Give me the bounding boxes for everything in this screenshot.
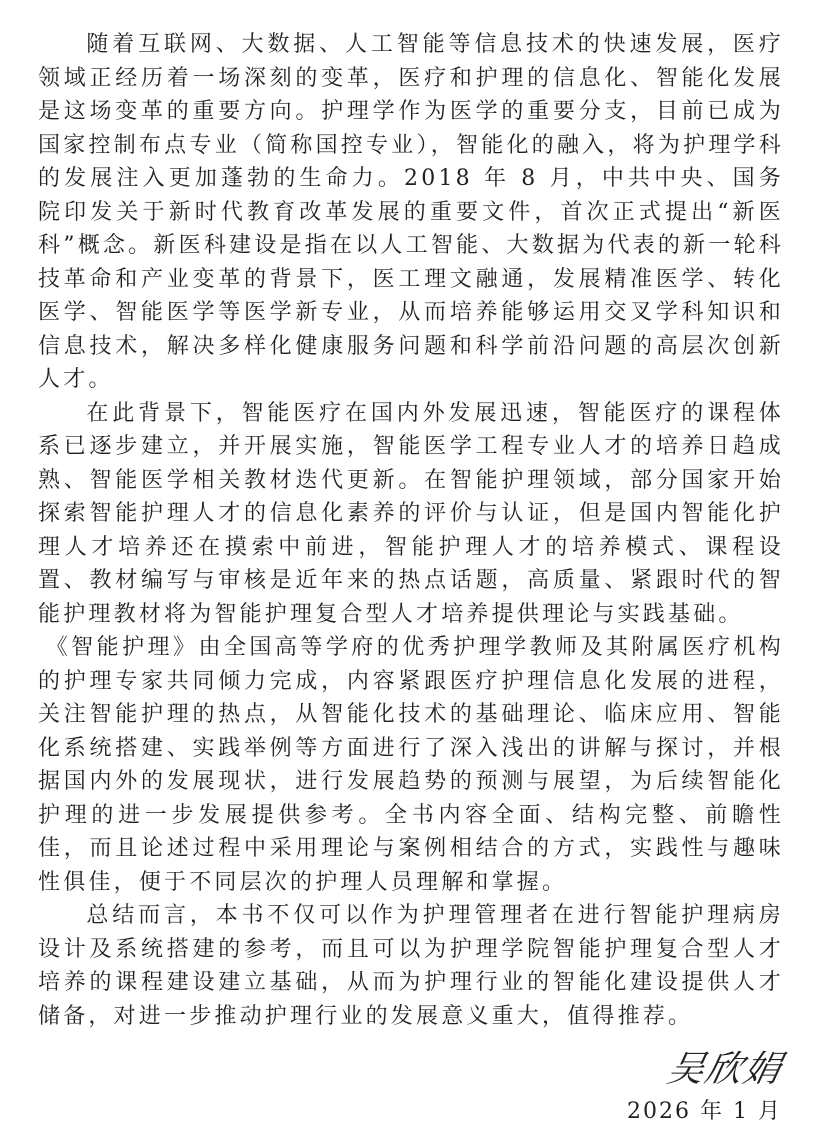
- closing-block: [38, 1047, 787, 1127]
- handwritten-signature: 吴欣娟: [663, 1049, 787, 1090]
- date: 2026 年 1 月: [627, 1099, 782, 1124]
- paragraph-1: 随着互联网、大数据、人工智能等信息技术的快速发展，医疗领域正经历着一场深刻的变革，医疗和护理的信息化、智能化发展是这场变革的重要方向。护理学作为医学的重要分支，目前已成为国家控制布点专业（简称国控专业），智能化的融入，将为护理学科的发展注入更加蓬勃的生命力。2018 年 8 月，中共中央、国务院印发关于新时代教育改革发展的重要文件，首次正式提出“新医科”概念。新医科建设是指在以人工智能、大数据为代表的新一轮科技革命和产业变革的背景下，医工理文融通，发展精准医学、转化医学、智能医学等医学新专业，从而培养能够运用交叉学科知识和信息技术，解决多样化健康服务问题和科学前沿问题的高层次创新人才。: [38, 32, 784, 392]
- paragraph-4: 总结而言，本书不仅可以作为护理管理者在进行智能护理病房设计及系统搭建的参考，而且可以为护理学院智能护理复合型人才培养的课程建设建立基础，从而为护理行业的智能化建设提供人才储备，对进一步推动护理行业的发展意义重大，值得推荐。: [38, 903, 784, 1029]
- paragraph-2: 在此背景下，智能医疗在国内外发展迅速，智能医疗的课程体系已逐步建立，并开展实施，智能医学工程专业人才的培养日趋成熟、智能医学相关教材迭代更新。在智能护理领域，部分国家开始探索智能护理人才的信息化素养的评价与认证，但是国内智能化护理人才培养还在摸索中前进，智能护理人才的培养模式、课程设置、教材编写与审核是近年来的热点话题，高质量、紧跟时代的智能护理教材将为智能护理复合型人才培养提供理论与实践基础。: [38, 400, 784, 627]
- paragraph-3: 《智能护理》由全国高等学府的优秀护理学教师及其附属医疗机构的护理专家共同倾力完成，内容紧跟医疗护理信息化发展的进程，关注智能护理的热点，从智能化技术的基础理论、临床应用、智能化系统搭建、实践举例等方面进行了深入浅出的讲解与探讨，并根据国内外的发展现状，进行发展趋势的预测与展望，为后续智能化护理的进一步发展提供参考。全书内容全面、结构完整、前瞻性佳，而且论述过程中采用理论与案例相结合的方式，实践性与趣味性俱佳，便于不同层次的护理人员理解和掌握。: [38, 635, 784, 895]
